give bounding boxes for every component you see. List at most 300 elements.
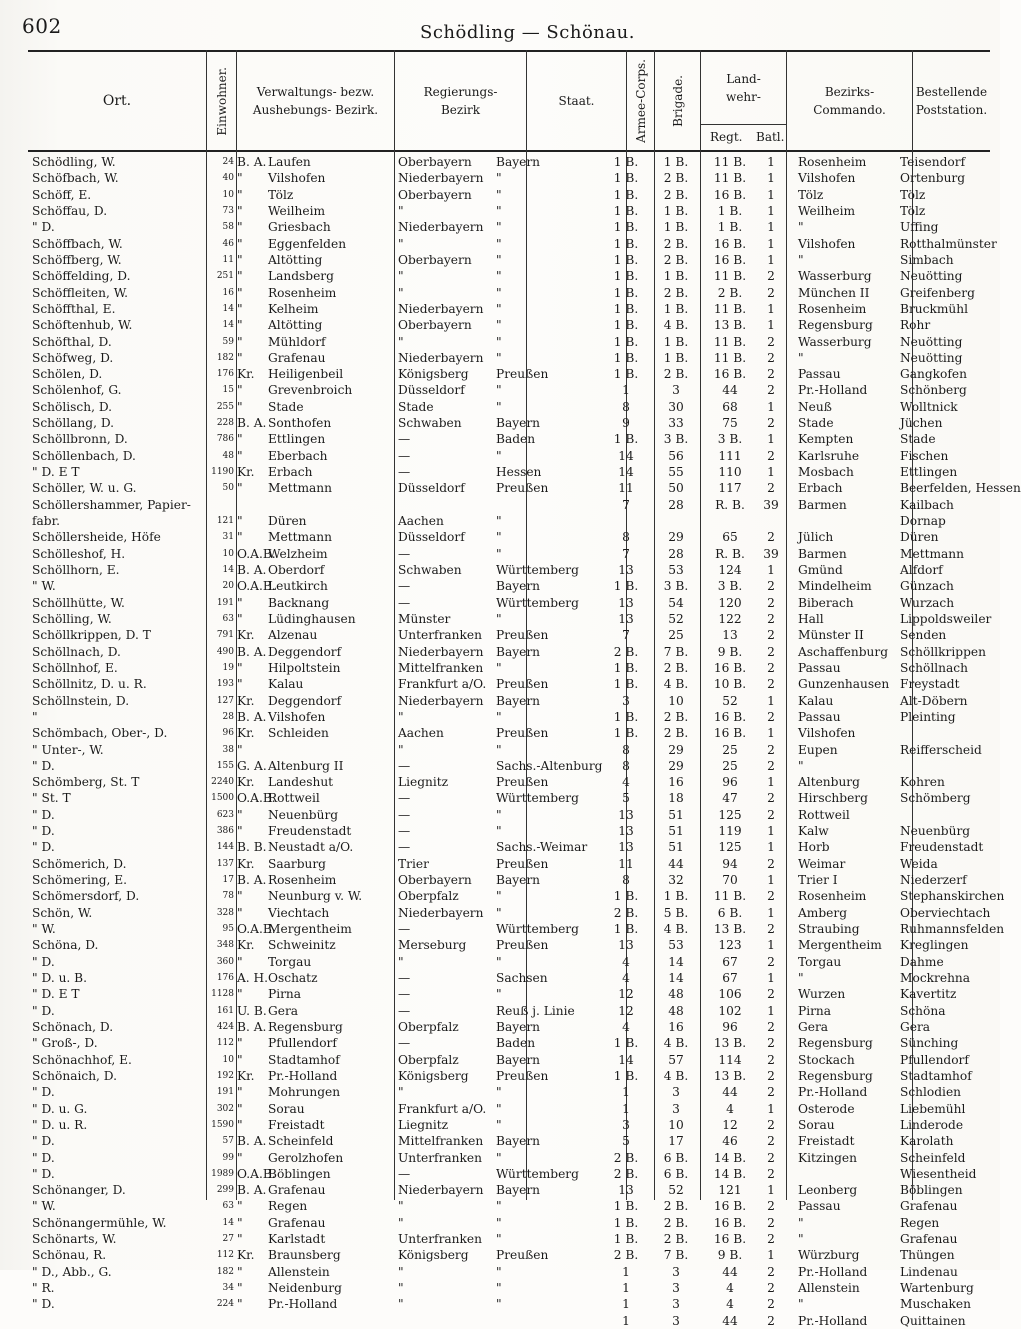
table-row [28, 154, 990, 170]
district-command: Regensburg [798, 1068, 873, 1083]
army-corps: 1 B. [613, 660, 639, 675]
place-name: " D. [32, 840, 55, 855]
landwehr-regiment: 11 B. [713, 155, 747, 169]
landwehr-battalion: 1 [767, 938, 775, 953]
table-row [28, 1182, 990, 1198]
district: Neustadt a/O. [268, 840, 354, 855]
state: Reuß j. Linie [496, 1003, 575, 1018]
army-corps: 1 B. [613, 350, 639, 365]
government-district: Oberbayern [398, 155, 472, 169]
inhabitants: 1989 [211, 1168, 234, 1179]
army-corps: 1 B. [613, 579, 639, 594]
landwehr-battalion: 1 [767, 726, 775, 741]
brigade: 2 B. [663, 726, 689, 741]
table-row [28, 758, 990, 774]
post-station: Linderode [900, 1117, 964, 1132]
authority-type: " [237, 187, 243, 202]
district: Deggendorf [268, 644, 342, 659]
government-district: " [398, 709, 404, 724]
table-row [28, 382, 990, 398]
table-row [28, 660, 990, 676]
government-district: Niederbayern [398, 171, 484, 186]
brigade: 53 [668, 563, 684, 577]
inhabitants: 302 [216, 1103, 234, 1114]
state: " [496, 1101, 502, 1116]
army-corps: 8 [622, 873, 630, 888]
inhabitants: 1590 [211, 1119, 234, 1130]
landwehr-divider [700, 124, 786, 125]
post-station: Pfullendorf [900, 1052, 969, 1067]
inhabitants: 95 [222, 924, 234, 935]
table-row [28, 399, 990, 415]
government-district: Schwaben [398, 563, 462, 577]
landwehr-regiment: 65 [722, 530, 738, 545]
landwehr-regiment: 46 [722, 1134, 738, 1149]
inhabitants: 17 [222, 875, 234, 886]
landwehr-battalion: 1 [767, 840, 775, 855]
brigade: 3 [672, 383, 680, 398]
inhabitants: 623 [216, 809, 234, 820]
landwehr-battalion: 1 [767, 155, 775, 169]
landwehr-regiment: 117 [718, 481, 742, 496]
landwehr-battalion: 2 [767, 1052, 775, 1067]
brigade: 14 [668, 954, 684, 969]
place-name: Schöna, D. [32, 938, 99, 953]
district-command: " [798, 971, 804, 985]
inhabitants: 73 [222, 205, 234, 216]
place-name: Schöftenhub, W. [32, 318, 133, 333]
place-name: Schölleshof, H. [32, 546, 126, 561]
post-station: Ettlingen [900, 465, 958, 480]
state: " [496, 1215, 502, 1230]
army-corps: 1 B. [613, 155, 639, 169]
inhabitants: 161 [216, 1005, 234, 1016]
brigade: 17 [668, 1134, 684, 1149]
inhabitants: 490 [216, 646, 234, 657]
district-command: Passau [798, 367, 841, 382]
district-command: Neuß [798, 399, 832, 414]
district: Gera [268, 1003, 299, 1018]
state: " [496, 611, 502, 626]
government-district: Frankfurt a/O. [398, 677, 487, 692]
authority-type: B. B. [237, 840, 267, 855]
district-command: Rosenheim [798, 301, 867, 316]
brigade: 52 [668, 1183, 684, 1198]
district: Stadtamhof [268, 1052, 340, 1067]
district: Gerolzhofen [268, 1150, 344, 1165]
inhabitants: 791 [216, 630, 234, 641]
col-header-regt: Regt. [710, 130, 743, 144]
district: Weilheim [268, 203, 326, 218]
brigade: 51 [668, 840, 684, 855]
place-name: " D. [32, 1150, 55, 1165]
landwehr-regiment: 10 B. [713, 677, 747, 692]
government-district: — [398, 579, 411, 594]
place-name: Schödling, W. [32, 155, 116, 169]
district: Vilshofen [268, 709, 326, 724]
authority-type: " [237, 252, 243, 267]
government-district: " [398, 1297, 404, 1312]
inhabitants: 63 [222, 613, 234, 624]
government-district: — [398, 595, 411, 610]
place-name: fabr. [32, 514, 60, 529]
landwehr-regiment: 122 [718, 611, 742, 626]
district-command: Vilshofen [798, 236, 856, 251]
government-district: — [398, 987, 411, 1002]
army-corps: 1 [622, 1313, 630, 1328]
post-station: Karolath [900, 1134, 954, 1149]
place-name: Schöllnhof, E. [32, 660, 118, 675]
landwehr-regiment: 4 [726, 1297, 734, 1312]
government-district: Stade [398, 399, 434, 414]
district-command: Münster II [798, 628, 864, 643]
landwehr-regiment: 13 B. [713, 1068, 747, 1083]
inhabitants: 176 [216, 973, 234, 983]
table-row [28, 268, 990, 284]
post-station: Alfdorf [900, 563, 943, 577]
landwehr-regiment: 11 B. [713, 269, 747, 284]
place-name: Schöffthal, E. [32, 301, 116, 316]
landwehr-battalion: 2 [767, 1085, 775, 1100]
state: Preußen [496, 1248, 549, 1263]
authority-type: B. A. [237, 1019, 267, 1034]
post-station: Lindenau [900, 1264, 958, 1279]
district: Freistadt [268, 1117, 325, 1132]
landwehr-regiment: 124 [718, 563, 742, 577]
district: Lüdinghausen [268, 611, 356, 626]
landwehr-battalion: 2 [767, 709, 775, 724]
army-corps: 8 [622, 758, 630, 773]
table-row [28, 986, 990, 1002]
state: Bayern [496, 1019, 540, 1034]
state: " [496, 203, 502, 218]
authority-type: " [237, 514, 243, 529]
district: Ettlingen [268, 432, 326, 447]
government-district: Mittelfranken [398, 660, 484, 675]
brigade: 1 B. [663, 350, 689, 365]
state: " [496, 514, 502, 529]
army-corps: 2 B. [613, 1248, 639, 1263]
post-station: Quittainen [900, 1313, 966, 1328]
place-name: Schömering, E. [32, 873, 128, 888]
authority-type: " [237, 1281, 243, 1296]
district-command: Stockach [798, 1052, 855, 1067]
table-row [28, 1247, 990, 1263]
army-corps: 5 [622, 1134, 630, 1149]
army-corps: 1 B. [613, 1068, 639, 1083]
state: Preußen [496, 481, 549, 496]
table-row [28, 187, 990, 203]
landwehr-regiment: 1 B. [717, 220, 743, 235]
post-station: Wurzach [900, 595, 955, 610]
landwehr-regiment: 14 B. [713, 1150, 747, 1165]
table-row [28, 562, 990, 578]
landwehr-battalion: 2 [767, 1019, 775, 1034]
district-command: Gmünd [798, 563, 843, 577]
district-command: Rottweil [798, 807, 850, 822]
table-row [28, 921, 1005, 937]
authority-type: " [237, 677, 243, 692]
district-command: Pr.-Holland [798, 1264, 868, 1279]
government-district: — [398, 971, 411, 985]
post-station: Kohren [900, 775, 945, 790]
landwehr-battalion: 2 [767, 1297, 775, 1312]
place-name: Schöllershammer, Papier- [32, 497, 191, 512]
place-name: Schölisch, D. [32, 399, 113, 414]
landwehr-regiment: 2 B. [717, 285, 743, 300]
table-row [28, 970, 990, 986]
table-row [28, 513, 990, 529]
post-station: Grafenau [900, 1199, 958, 1214]
district-command: Karlsruhe [798, 448, 860, 463]
army-corps: 13 [618, 1183, 634, 1198]
brigade: 5 B. [663, 905, 689, 920]
authority-type: " [237, 1199, 243, 1214]
government-district: Oberpfalz [398, 1052, 459, 1067]
brigade: 48 [668, 1003, 684, 1018]
district-command: Regensburg [798, 1036, 873, 1051]
army-corps: 1 [622, 383, 630, 398]
brigade: 29 [668, 758, 684, 773]
landwehr-regiment: 114 [718, 1052, 742, 1067]
post-station: Scheinfeld [900, 1150, 966, 1165]
government-district: Niederbayern [398, 905, 484, 920]
table-row [28, 872, 990, 888]
post-station: Günzach [900, 579, 954, 594]
landwehr-regiment: 4 [726, 1281, 734, 1296]
table-header [28, 50, 990, 152]
district: Vilshofen [268, 171, 326, 186]
brigade: 3 B. [663, 579, 689, 594]
post-station: Neuötting [900, 269, 963, 284]
landwehr-regiment: 120 [718, 595, 742, 610]
landwehr-battalion: 1 [767, 252, 775, 267]
col-header-ort: Ort. [102, 93, 132, 109]
table-row [28, 627, 990, 643]
post-station: Reifferscheid [900, 742, 982, 757]
post-station: Böblingen [900, 1183, 963, 1198]
government-district: — [398, 448, 411, 463]
army-corps: 1 B. [613, 269, 639, 284]
government-district: Düsseldorf [398, 383, 465, 398]
brigade: 6 B. [663, 1166, 689, 1181]
landwehr-regiment: 12 [722, 1117, 738, 1132]
table-row [28, 301, 990, 317]
inhabitants: 192 [216, 1070, 234, 1081]
district: Freudenstadt [268, 824, 352, 839]
inhabitants: 19 [222, 662, 234, 673]
place-name: " D. [32, 1297, 55, 1312]
authority-type: O.A.B. [237, 546, 276, 561]
authority-type: " [237, 889, 243, 904]
landwehr-regiment: 44 [722, 383, 738, 398]
place-name: " D. [32, 1134, 55, 1149]
inhabitants: 191 [216, 597, 234, 608]
landwehr-regiment: 96 [722, 1019, 738, 1034]
post-station: Liebemühl [900, 1101, 966, 1116]
place-name: " D. E T [32, 987, 80, 1002]
inhabitants: 182 [216, 1266, 234, 1277]
brigade: 3 [672, 1281, 680, 1296]
brigade: 52 [668, 611, 684, 626]
post-station: Wiesentheid [900, 1166, 977, 1181]
district: Neuenbürg [268, 807, 339, 822]
district-command: " [798, 350, 804, 365]
brigade: 50 [668, 481, 684, 496]
post-station: Senden [900, 628, 947, 643]
landwehr-battalion: 1 [767, 220, 775, 235]
inhabitants: 786 [216, 434, 234, 445]
landwehr-regiment: 67 [722, 971, 738, 985]
district-command: Kitzingen [798, 1150, 857, 1165]
district-command: Aschaffenburg [798, 644, 888, 659]
government-district: Trier [398, 856, 429, 871]
brigade: 6 B. [663, 1150, 689, 1165]
landwehr-battalion: 1 [767, 971, 775, 985]
place-name: " D. [32, 758, 55, 773]
place-name: Schön, W. [32, 905, 93, 920]
district: Mettmann [268, 530, 333, 545]
state: " [496, 334, 502, 349]
table-row [28, 644, 990, 660]
state: Sachsen [496, 971, 548, 985]
state: Württemberg [496, 791, 579, 806]
table-row [28, 1280, 990, 1296]
inhabitants: 96 [222, 728, 234, 739]
table-row [28, 1198, 990, 1214]
brigade: 2 B. [663, 252, 689, 267]
authority-type: B. A. [237, 644, 267, 659]
government-district: Düsseldorf [398, 530, 465, 545]
place-name: Schöfweg, D. [32, 350, 114, 365]
table-row [28, 1133, 990, 1149]
army-corps: 8 [622, 530, 630, 545]
place-name: " W. [32, 922, 56, 937]
post-station: Wolltnick [900, 399, 958, 414]
army-corps: 1 B. [613, 889, 639, 904]
table-row [28, 1231, 990, 1247]
district-command: Horb [798, 840, 830, 855]
brigade: 2 B. [663, 1199, 689, 1214]
authority-type: Kr. [237, 726, 255, 741]
army-corps: 13 [618, 840, 634, 855]
landwehr-regiment: 16 B. [713, 1199, 747, 1214]
authority-type: U. B. [237, 1003, 267, 1018]
brigade: 29 [668, 530, 684, 545]
district: Pr.-Holland [268, 1297, 338, 1312]
table-row [28, 578, 990, 594]
col-header-regierung: Regierungs- Bezirk [394, 52, 526, 150]
inhabitants: 144 [216, 842, 234, 853]
col-header-einwohner: Einwohner. [206, 52, 236, 150]
district: Eberbach [268, 448, 328, 463]
authority-type: " [237, 1297, 243, 1312]
table-row [28, 431, 990, 447]
landwehr-regiment: 11 B. [713, 350, 747, 365]
place-name: " D. u. G. [32, 1101, 88, 1116]
place-name: Schöfbach, W. [32, 171, 119, 186]
state: " [496, 807, 502, 822]
post-station: Grafenau [900, 1232, 958, 1247]
landwehr-battalion: 2 [767, 1264, 775, 1279]
district: Altötting [268, 252, 323, 267]
place-name: Schöllang, D. [32, 416, 115, 431]
place-name: " D. [32, 1003, 55, 1018]
post-station: Rohr [900, 318, 931, 333]
landwehr-battalion: 2 [767, 285, 775, 300]
district-command: Pr.-Holland [798, 1085, 868, 1100]
landwehr-regiment: 16 B. [713, 1215, 747, 1230]
landwehr-battalion: 2 [767, 1281, 775, 1296]
inhabitants: 27 [222, 1234, 234, 1245]
army-corps: 1 B. [613, 367, 639, 382]
inhabitants: 10 [222, 548, 234, 559]
col-header-staat: Staat. [526, 52, 626, 150]
state: " [496, 1117, 502, 1132]
table-row [28, 709, 990, 725]
state: " [496, 660, 502, 675]
state: Bayern [496, 873, 540, 888]
authority-type: A. H. [237, 971, 269, 985]
landwehr-regiment: 68 [722, 399, 738, 414]
army-corps: 11 [618, 856, 634, 871]
district-command: " [798, 220, 804, 235]
table-row [28, 611, 990, 627]
authority-type: " [237, 269, 243, 284]
post-station: Alt-Döbern [900, 693, 968, 708]
brigade: 57 [668, 1052, 684, 1067]
landwehr-regiment: 125 [718, 807, 742, 822]
district-command: Leonberg [798, 1183, 858, 1198]
inhabitants: 34 [222, 1283, 234, 1294]
district-command: Weilheim [798, 203, 856, 218]
authority-type: " [237, 432, 243, 447]
government-district: " [398, 1264, 404, 1279]
state: Bayern [496, 155, 540, 169]
landwehr-battalion: 39 [763, 497, 779, 512]
landwehr-regiment: 4 [726, 1101, 734, 1116]
landwehr-regiment: 25 [722, 742, 738, 757]
landwehr-battalion: 2 [767, 416, 775, 431]
place-name: Schönanger, D. [32, 1183, 126, 1198]
brigade: 2 B. [663, 285, 689, 300]
district-command: Hall [798, 611, 824, 626]
col-header-batl: Batl. [756, 130, 785, 144]
place-name: " D., Abb., G. [32, 1264, 112, 1279]
landwehr-battalion: 1 [767, 563, 775, 577]
army-corps: 13 [618, 807, 634, 822]
state: Württemberg [496, 563, 579, 577]
district: Düren [268, 514, 307, 529]
brigade: 2 B. [663, 187, 689, 202]
district: Torgau [268, 954, 312, 969]
district: Leutkirch [268, 579, 328, 594]
brigade: 25 [668, 628, 684, 643]
army-corps: 4 [622, 1019, 630, 1034]
place-name: " [32, 709, 38, 724]
authority-type: " [237, 399, 243, 414]
district-command: Barmen [798, 497, 847, 512]
brigade: 56 [668, 448, 684, 463]
post-station: Schöna [900, 1003, 946, 1018]
state: Preußen [496, 367, 549, 382]
place-name: Schönaich, D. [32, 1068, 118, 1083]
landwehr-battalion: 2 [767, 660, 775, 675]
district-command: " [798, 252, 804, 267]
place-name: Schömberg, St. T [32, 775, 140, 790]
table-row [28, 595, 990, 611]
district-command: Amberg [798, 905, 847, 920]
